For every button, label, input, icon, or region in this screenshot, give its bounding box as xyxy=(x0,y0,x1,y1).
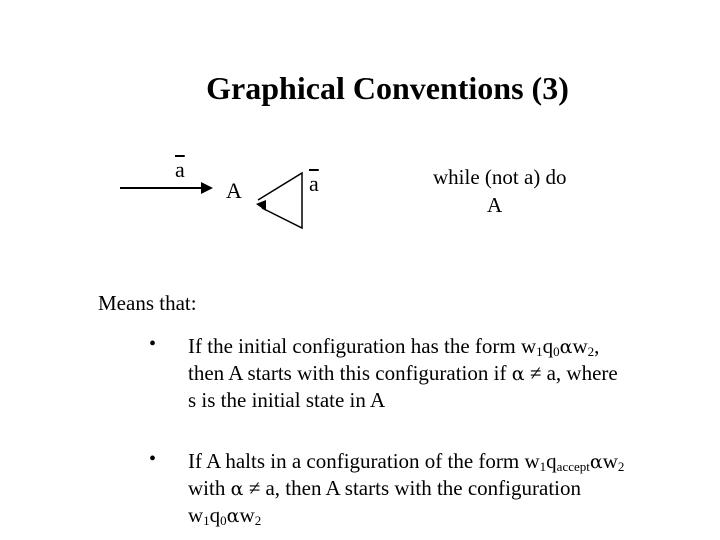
alpha-symbol: α xyxy=(589,451,603,473)
bullet-2-text xyxy=(188,448,713,529)
bullet-1-part: s is the initial state in A xyxy=(188,388,386,412)
alpha-symbol: α xyxy=(230,478,244,500)
loop-arc xyxy=(258,173,302,228)
bullet-2-sub: accept xyxy=(556,459,590,474)
loop-arrowhead xyxy=(256,200,266,211)
bullet-marker-1: • xyxy=(149,333,157,355)
machine-label: A xyxy=(226,178,242,203)
bullet-2-part: w xyxy=(239,503,255,527)
alpha-symbol: α xyxy=(511,363,525,385)
bullet-2-part: q xyxy=(209,503,221,527)
bullet-1-sub: 0 xyxy=(553,344,560,359)
slide-title: Graphical Conventions (3) xyxy=(206,70,569,106)
loop-label: $\overline{a}$ xyxy=(309,171,319,196)
bullet-2-part: w xyxy=(602,449,618,473)
bullet-2-part: q xyxy=(546,449,557,473)
bullet-marker-2: • xyxy=(149,448,157,470)
input-label: $\overline{a}$ xyxy=(175,157,185,182)
not-equal-symbol: ≠ xyxy=(243,476,266,500)
bullet-2-part: w xyxy=(188,503,204,527)
caption-line-2: A xyxy=(487,193,503,217)
bullet-1-part: If the initial configuration has the form w xyxy=(188,334,537,358)
bullet-2-part: with xyxy=(188,476,231,500)
bullet-2-sub: 1 xyxy=(539,459,547,474)
bullet-1-part: a, where xyxy=(546,361,618,385)
means-label: Means that: xyxy=(98,291,197,315)
bullet-1-part: then A starts with this configuration if xyxy=(188,361,512,385)
bullet-2-part: If A halts in a configuration of the form w xyxy=(188,449,540,473)
bullet-1-text xyxy=(188,333,708,413)
bullet-1-part: w xyxy=(572,334,588,358)
caption-line-1: while (not a) do xyxy=(433,165,567,189)
bullet-2-part: a, then A starts with the configuration xyxy=(265,476,581,500)
input-arrowhead xyxy=(201,182,213,194)
bullet-1-part: , xyxy=(594,334,600,358)
bullet-1-part: q xyxy=(542,334,554,358)
bullet-1-sub: 2 xyxy=(587,344,595,359)
bullet-2-sub: 2 xyxy=(254,513,262,528)
bullet-2-sub: 2 xyxy=(617,459,625,474)
alpha-symbol: α xyxy=(559,336,573,358)
alpha-symbol: α xyxy=(226,505,240,527)
bullet-1-sub: 1 xyxy=(536,344,543,359)
not-equal-symbol: ≠ xyxy=(524,361,547,385)
bullet-2-sub: 1 xyxy=(203,513,210,528)
bullet-2-sub: 0 xyxy=(220,513,227,528)
